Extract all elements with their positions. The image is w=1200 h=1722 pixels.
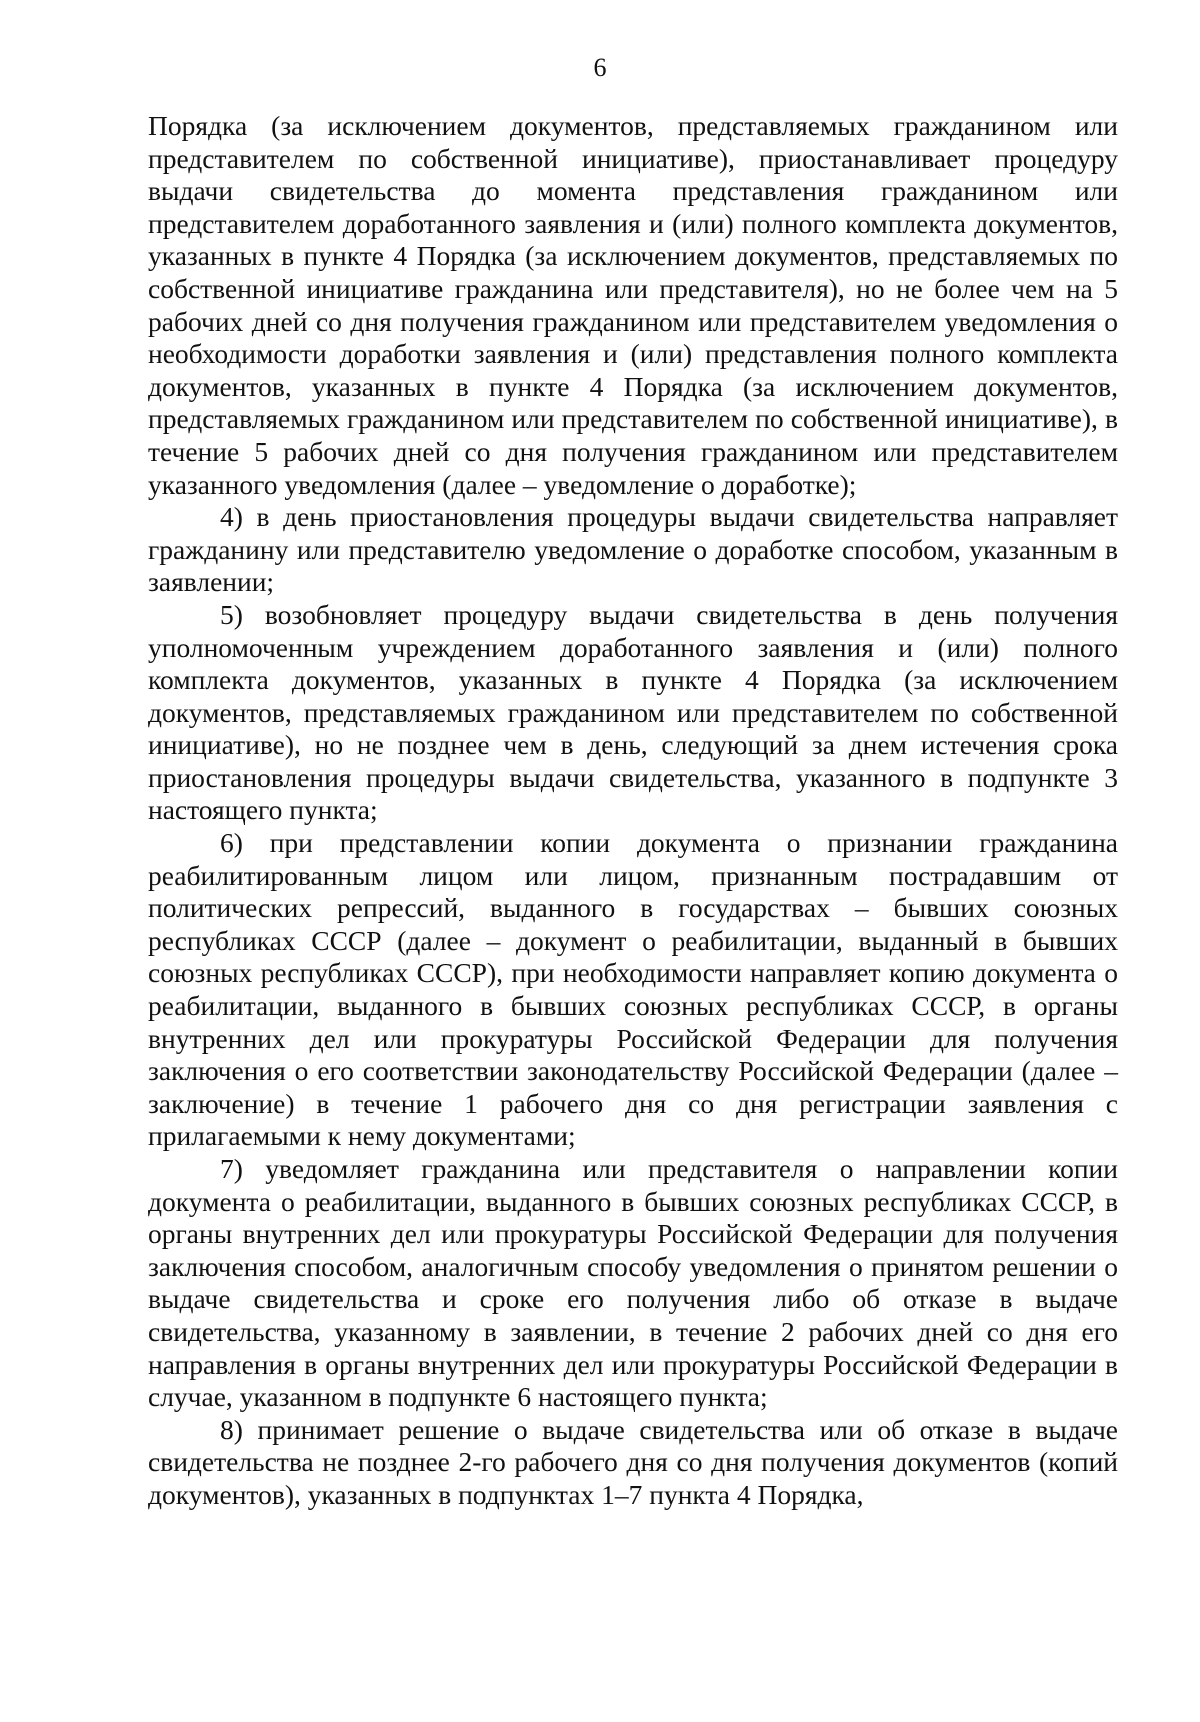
paragraph-item-8: 8) принимает решение о выдаче свидетельства или об отказе в выдаче свидетельства не позднее 2-го рабочего дня со дня получения документов (копий документов), указанных в подпунктах 1–7 пункта 4 Порядка, <box>148 1413 1118 1510</box>
page-number: 6 <box>593 53 607 82</box>
paragraph-item-6: 6) при представлении копии документа о признании гражданина реабилитированным лицом или лицом, признанным пострадавшим от политических репрессий, выданного в государствах – бывших союзных республиках СССР (далее – документ о реабилитации, выданный в бывших союзных республиках СССР), при необходимости направляет копию документа о реабилитации, выданного в бывших союзных республиках СССР, в органы внутренних дел или прокуратуры Российской Федерации для получения заключения о его соответствии законодательству Российской Федерации (далее – заключение) в течение 1 рабочего дня со дня регистрации заявления с прилагаемыми к нему документами; <box>148 827 1118 1152</box>
paragraph-item-7: 7) уведомляет гражданина или представителя о направлении копии документа о реабилитации, выданного в бывших союзных республиках СССР, в органы внутренних дел или прокуратуры Российской Федерации для получения заключения способом, аналогичным способу уведомления о принятом решении о выдаче свидетельства и сроке его получения либо об отказе в выдаче свидетельства, указанному в заявлении, в течение 2 рабочих дней со дня его направления в органы внутренних дел или прокуратуры Российской Федерации в случае, указанном в подпункте 6 настоящего пункта; <box>148 1153 1118 1413</box>
document-body <box>148 110 1118 1512</box>
paragraph-item-4: 4) в день приостановления процедуры выдачи свидетельства направляет гражданину или представителю уведомление о доработке способом, указанным в заявлении; <box>148 501 1118 598</box>
paragraph-continuation: Порядка (за исключением документов, представляемых гражданином или представителем по собственной инициативе), приостанавливает процедуру выдачи свидетельства до момента представления гражданином или представителем доработанного заявления и (или) полного комплекта документов, указанных в пункте 4 Порядка (за исключением документов, представляемых по собственной инициативе гражданина или представителя), но не более чем на 5 рабочих дней со дня получения гражданином или представителем уведомления о необходимости доработки заявления и (или) представления полного комплекта документов, указанных в пункте 4 Порядка (за исключением документов, представляемых гражданином или представителем по собственной инициативе), в течение 5 рабочих дней со дня получения гражданином или представителем указанного уведомления (далее – уведомление о доработке); <box>148 110 1118 500</box>
paragraph-item-5: 5) возобновляет процедуру выдачи свидетельства в день получения уполномоченным учреждением доработанного заявления и (или) полного комплекта документов, указанных в пункте 4 Порядка (за исключением документов, представляемых гражданином или представителем по собственной инициативе), но не позднее чем в день, следующий за днем истечения срока приостановления процедуры выдачи свидетельства, указанного в подпункте 3 настоящего пункта; <box>148 598 1118 826</box>
